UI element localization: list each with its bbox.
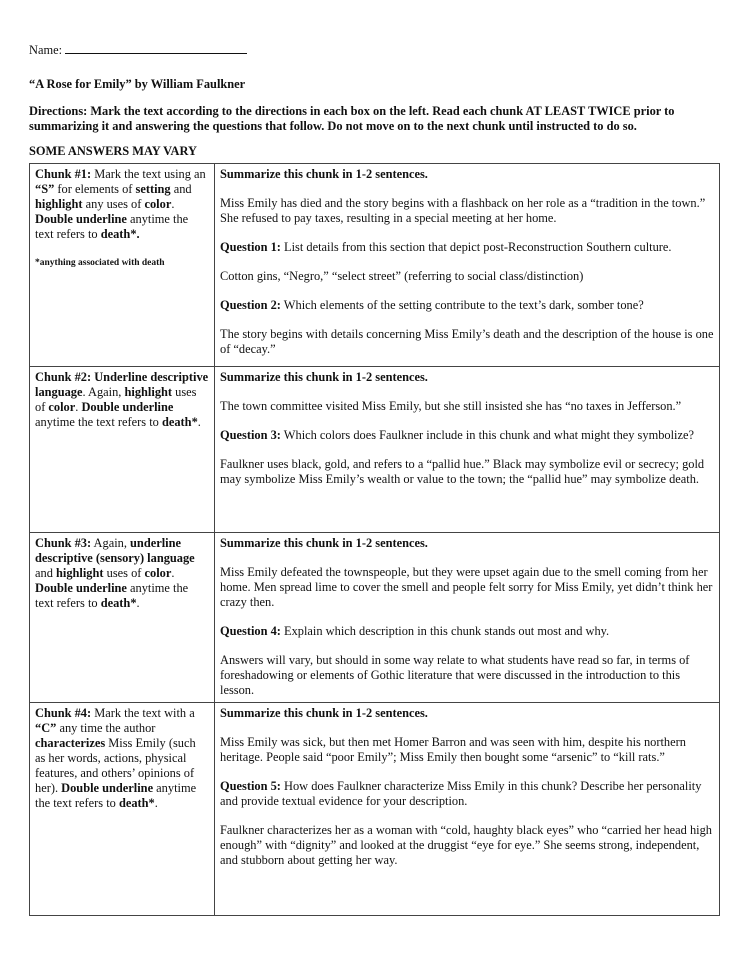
directions: Directions: Mark the text according to the directions in each box on the left. Read each chunk AT LEAST TWICE prior to summarizing it and answering the questions that follow. Do not move on to the next chunk until instructed to do so.	[29, 104, 675, 133]
instruction-segment: highlight	[35, 197, 83, 211]
chunk-row	[30, 533, 720, 703]
question-text: How does Faulkner characterize Miss Emily in this chunk? Describe her personality and provide textual evidence for your description.	[220, 779, 702, 808]
instruction-segment: anytime the text refers to	[35, 581, 189, 610]
question-number: Question 2:	[220, 298, 281, 312]
chunk-responses	[215, 164, 720, 367]
footnote: *anything associated with death	[35, 258, 165, 268]
instruction-segment: Mark the text using an	[91, 167, 206, 181]
summary-prompt: Summarize this chunk in 1-2 sentences.	[220, 536, 428, 550]
question-number: Question 4:	[220, 624, 281, 638]
instruction-segment: color	[48, 400, 76, 414]
chunk-responses	[215, 703, 720, 916]
question-text: Explain which description in this chunk stands out most and why.	[280, 624, 610, 638]
instruction-segment: death*	[118, 796, 155, 810]
chunk-row	[30, 703, 720, 916]
chunk-instructions	[30, 533, 215, 703]
question-text: List details from this section that depict post-Reconstruction Southern culture.	[280, 240, 672, 254]
question-text: Which colors does Faulkner include in this chunk and what might they symbolize?	[280, 428, 694, 442]
answer-text: Answers will vary, but should in some way relate to what students have read so far, in terms of foreshadowing or elements of Gothic literature that were discussed in the introduction to this lesson.	[220, 653, 690, 697]
instruction-segment: . Again,	[82, 385, 125, 399]
instruction-segment: Chunk #3:	[35, 536, 92, 550]
instruction-segment: for elements of	[54, 182, 136, 196]
instruction-segment: underline descriptive (sensory) language	[35, 536, 195, 565]
question	[220, 624, 714, 639]
instruction-segment: any time the author	[56, 721, 156, 735]
question-number: Question 5:	[220, 779, 281, 793]
instruction-segment: anytime the text refers to	[35, 415, 162, 429]
instruction-segment: highlight	[124, 385, 173, 399]
instruction-segment: color	[144, 566, 172, 580]
instruction-segment: “S”	[35, 182, 55, 196]
answer-text: The town committee visited Miss Emily, but she still insisted she has “no taxes in Jefferson.”	[220, 399, 682, 413]
summary-prompt: Summarize this chunk in 1-2 sentences.	[220, 370, 428, 384]
instruction-segment: Mark the text with a	[91, 706, 195, 720]
question	[220, 428, 714, 443]
instruction-segment: uses of	[35, 385, 197, 414]
instruction-segment: .	[75, 400, 82, 414]
name-label: Name:	[29, 43, 63, 57]
answer-text: Miss Emily has died and the story begins with a flashback on her role as a “tradition in the town.” She refused to pay taxes, resulting in a special meeting at her home.	[220, 196, 706, 225]
answer-text: Faulkner uses black, gold, and refers to a “pallid hue.” Black may symbolize evil or secrecy; gold may symbolize Miss Emily’s wealth or value to the town; the “pallid hue” may symbolize death.	[220, 457, 705, 486]
instruction-segment: death*	[100, 596, 137, 610]
instruction-segment: characterizes	[35, 736, 106, 750]
summary-prompt: Summarize this chunk in 1-2 sentences.	[220, 167, 428, 181]
instruction-segment: uses of	[103, 566, 145, 580]
question-number: Question 3:	[220, 428, 281, 442]
chunk-row	[30, 164, 720, 367]
name-blank	[65, 42, 247, 54]
instruction-segment: Double underline	[81, 400, 174, 414]
chunk-responses	[215, 367, 720, 533]
answer-text: Miss Emily was sick, but then met Homer Barron and was seen with him, despite his northern heritage. People said “poor Emily”; Miss Emily then bought some “arsenic” to “kill rats.”	[220, 735, 686, 764]
instruction-segment: .	[171, 566, 175, 580]
chunk-instructions	[30, 703, 215, 916]
instruction-segment: Again,	[91, 536, 131, 550]
chunk-instructions	[30, 367, 215, 533]
instruction-segment: and	[170, 182, 192, 196]
instruction-segment: death*.	[100, 227, 140, 241]
answer-text: The story begins with details concerning Miss Emily’s death and the description of the house is one of “decay.”	[220, 327, 714, 356]
summary-prompt: Summarize this chunk in 1-2 sentences.	[220, 706, 428, 720]
instruction-segment: anytime the text refers to	[35, 781, 197, 810]
question-number: Question 1:	[220, 240, 281, 254]
instruction-segment: Double underline	[35, 212, 127, 226]
worksheet-title: “A Rose for Emily” by William Faulkner	[29, 77, 246, 91]
name-line	[29, 42, 247, 58]
instruction-segment: Chunk #2: Underline descriptive language	[35, 370, 209, 399]
question	[220, 240, 714, 255]
instruction-segment: anytime the text refers to	[35, 212, 189, 241]
instruction-segment: setting	[135, 182, 171, 196]
chunk-row	[30, 367, 720, 533]
question	[220, 779, 714, 809]
instruction-segment: color	[144, 197, 172, 211]
instruction-segment: and	[35, 566, 56, 580]
instruction-segment: highlight	[56, 566, 104, 580]
instruction-segment: “C”	[35, 721, 57, 735]
instruction-segment: Chunk #1:	[35, 167, 92, 181]
instruction-segment: Miss Emily (such as her words, actions, physical features, and others’ opinions of her).	[35, 736, 196, 795]
chunk-instructions	[30, 164, 215, 367]
chunk-responses	[215, 533, 720, 703]
instruction-segment: Double underline	[61, 781, 154, 795]
question	[220, 298, 714, 313]
instruction-segment: .	[197, 415, 201, 429]
instruction-segment: .	[154, 796, 158, 810]
answers-note: SOME ANSWERS MAY VARY	[29, 144, 197, 158]
instruction-segment: any uses of	[82, 197, 145, 211]
answer-text: Cotton gins, “Negro,” “select street” (referring to social class/distinction)	[220, 269, 584, 283]
chunk-table	[29, 163, 720, 916]
instruction-segment: .	[136, 596, 140, 610]
instruction-segment: death*	[161, 415, 198, 429]
instruction-segment: .	[171, 197, 175, 211]
instruction-segment: Chunk #4:	[35, 706, 92, 720]
answer-text: Miss Emily defeated the townspeople, but they were upset again due to the smell coming from her home. Men spread lime to cover the smell and people felt sorry for Miss Emily, yet didn’t think her crazy then.	[220, 565, 713, 609]
question-text: Which elements of the setting contribute to the text’s dark, somber tone?	[280, 298, 644, 312]
answer-text: Faulkner characterizes her as a woman with “cold, haughty black eyes” who “carried her head high enough” with “dignity” and looked at the druggist “eye for eye.” She seems strong, independent, and stubborn about getting her way.	[220, 823, 712, 867]
instruction-segment: Double underline	[35, 581, 127, 595]
